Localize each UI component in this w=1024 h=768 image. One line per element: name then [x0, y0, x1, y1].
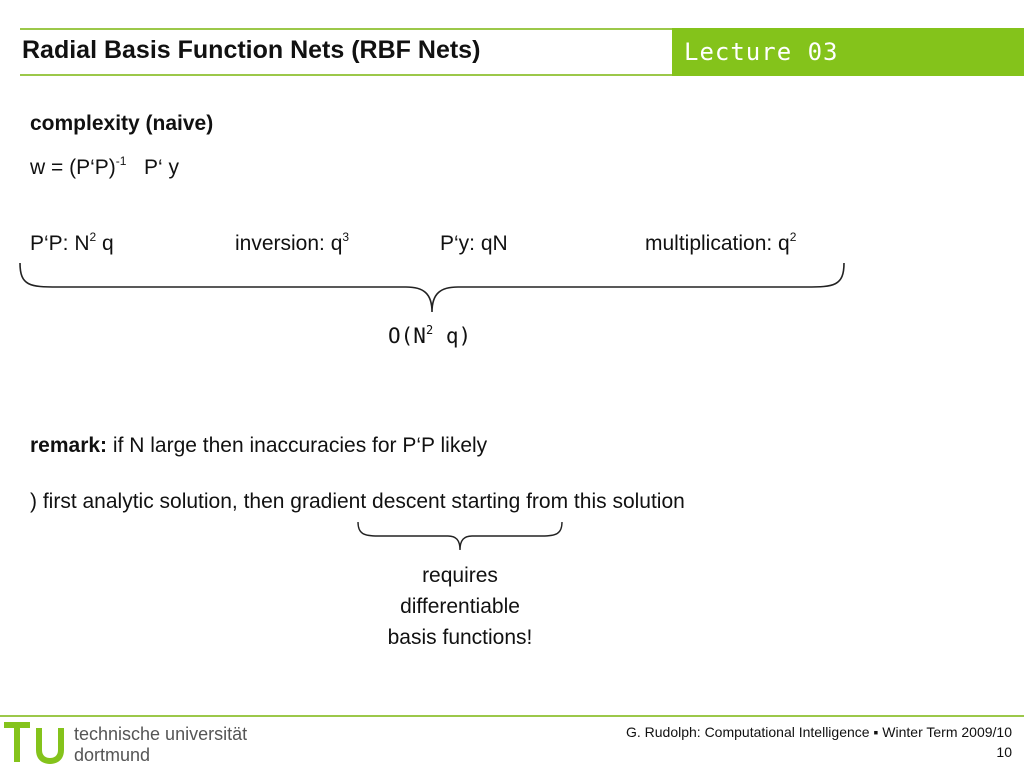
- page-number: 10: [996, 744, 1012, 760]
- section-heading: complexity (naive): [30, 112, 214, 135]
- term-ptp-sup: 2: [89, 230, 97, 244]
- footer-credit: [626, 722, 1012, 762]
- term-multiplication: [645, 232, 796, 256]
- term-multiplication-base: multiplication: q: [645, 232, 790, 255]
- remark-text: if N large then inaccuracies for P‘P likely: [107, 434, 488, 457]
- term-multiplication-sup: 2: [789, 230, 797, 244]
- term-ptp-tail: q: [96, 232, 114, 255]
- lecture-label: Lecture 03: [684, 38, 839, 66]
- term-pty: [440, 232, 508, 256]
- note-line-2: differentiable: [400, 595, 520, 618]
- weight-formula: [30, 156, 179, 180]
- university-name: [74, 724, 247, 766]
- big-o-base: O(N: [388, 324, 426, 348]
- footer-rule: [0, 715, 1024, 717]
- header-rule-top: [20, 28, 672, 30]
- author-course: G. Rudolph: Computational Intelligence ▪ Winter Term 2009/10: [625, 724, 1012, 740]
- university-line-2: dortmund: [74, 745, 151, 765]
- consequence-line: ) first analytic solution, then gradient descent starting from this solution: [30, 490, 685, 513]
- remark-label: remark:: [30, 434, 108, 457]
- term-inversion: [235, 232, 349, 256]
- formula-exponent: -1: [115, 154, 127, 168]
- big-o-sup: 2: [425, 323, 434, 337]
- term-ptp-base: P‘P: N: [30, 232, 90, 255]
- remark: [30, 434, 487, 458]
- university-line-1: technische universität: [74, 724, 248, 744]
- header-rule-bottom: [20, 74, 672, 76]
- note-line-3: basis functions!: [387, 626, 533, 649]
- term-inversion-base: inversion: q: [235, 232, 343, 255]
- tu-logo-icon: [4, 718, 68, 766]
- big-o-result: [388, 324, 471, 348]
- requirement-note: [340, 560, 580, 653]
- formula-lhs: w = (P‘P): [30, 156, 116, 179]
- term-pty-base: P‘y: qN: [440, 232, 508, 255]
- note-line-1: requires: [422, 564, 498, 587]
- term-inversion-sup: 3: [342, 230, 350, 244]
- curly-brace-large: [18, 260, 848, 316]
- curly-brace-small: [356, 520, 566, 554]
- big-o-tail: q): [433, 324, 472, 348]
- term-ptp: [30, 232, 114, 256]
- slide-title: Radial Basis Function Nets (RBF Nets): [22, 36, 481, 64]
- formula-rhs: P‘ y: [143, 156, 179, 179]
